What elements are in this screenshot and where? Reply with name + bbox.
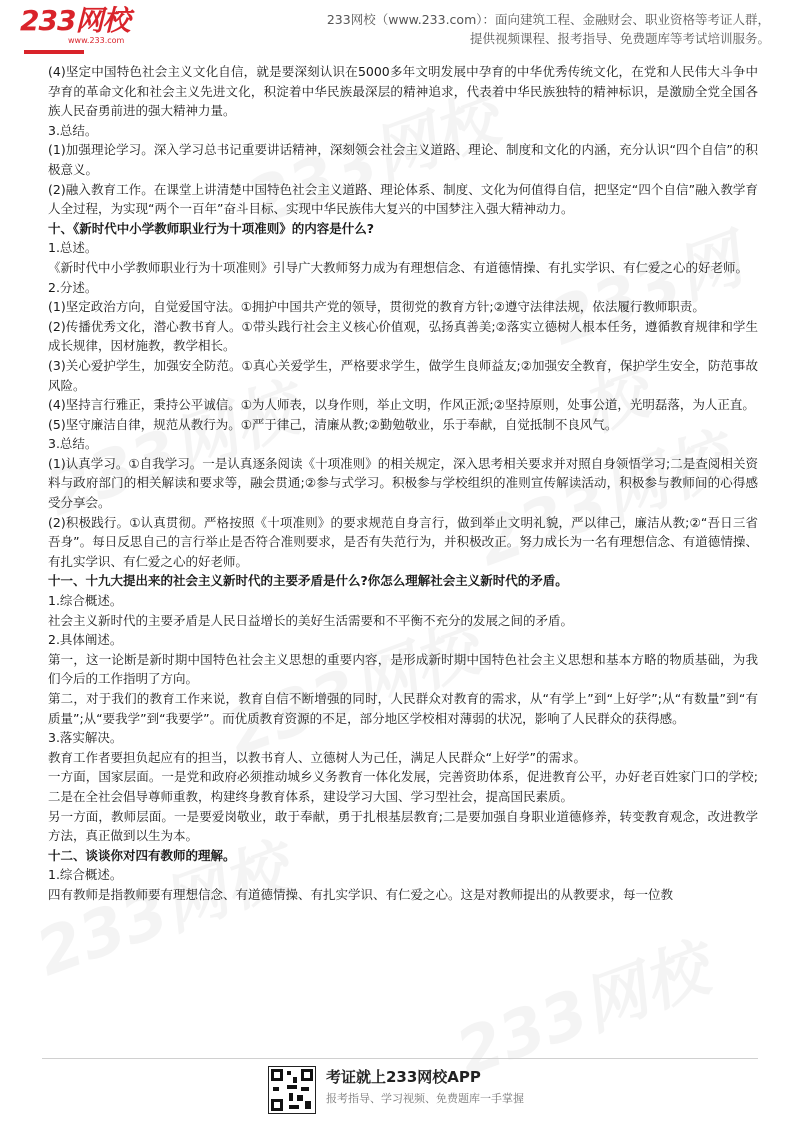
paragraph: (5)坚守廉洁自律，规范从教行为。①严于律己，清廉从教;②勤勉敬业，乐于奉献，自觉抵制不良风气。 [48, 416, 618, 432]
paragraph: 3.总结。 [48, 436, 98, 452]
section-heading: 十二、谈谈你对四有教师的理解。 [48, 847, 236, 863]
paragraph: 《新时代中小学教师职业行为十项准则》引导广大教师努力成为有理想信念、有道德情操、有扎实学识、有仁爱之心的好老师。 [48, 259, 749, 275]
paragraph: 2.分述。 [48, 279, 98, 295]
section-heading: 十一、十九大提出来的社会主义新时代的主要矛盾是什么?你怎么理解社会主义新时代的矛盾。 [48, 573, 568, 589]
logo-text: 233网校 [20, 4, 130, 37]
paragraph: (2)传播优秀文化，潜心教书育人。①带头践行社会主义核心价值观，弘扬真善美;②落实立德树人根本任务，遵循教育规律和学生成长规律，因材施教，教学相长。 [48, 318, 758, 354]
header-line-1: 233网校（www.233.com）：面向建筑工程、金融财会、职业资格等考证人群， [326, 12, 770, 27]
paragraph: 2.具体阐述。 [48, 632, 123, 648]
footer-title: 考证就上233网校APP [326, 1068, 481, 1086]
logo-url: www.233.com [68, 36, 125, 45]
paragraph: 社会主义新时代的主要矛盾是人民日益增长的美好生活需要和不平衡不充分的发展之间的矛盾。 [48, 612, 574, 628]
paragraph: 3.总结。 [48, 122, 98, 138]
paragraph: 1.综合概述。 [48, 593, 123, 609]
paragraph: 第二，对于我们的教育工作来说，教育自信不断增强的同时，人民群众对教育的需求，从“有学上”到“上好学”;从“有数量”到“有质量”;从“要我学”到“我要学”。而优质教育资源的不足，部分地区学校相对薄弱的状况，影响了人民群众的获得感。 [48, 691, 758, 726]
footer-divider [42, 1058, 758, 1059]
paragraph: (1)坚定政治方向，自觉爱国守法。①拥护中国共产党的领导，贯彻党的教育方针;②遵守法律法规，依法履行教师职责。 [48, 299, 705, 315]
page-footer [0, 1052, 800, 1132]
footer-subtitle: 报考指导、学习视频、免费题库一手掌握 [326, 1092, 524, 1105]
paragraph: (1)加强理论学习。深入学习总书记重要讲话精神，深刻领会社会主义道路、理论、制度和文化的内涵，充分认识“四个自信”的积极意义。 [48, 142, 758, 177]
paragraph: 1.综合概述。 [48, 867, 123, 883]
paragraph: 教育工作者要担负起应有的担当，以教书育人、立德树人为己任，满足人民群众“上好学”的需求。 [48, 749, 586, 765]
paragraph: (4)坚持言行雅正，秉持公平诚信。①为人师表，以身作则，举止文明，作风正派;②坚持原则，处事公道，光明磊落，为人正直。 [48, 397, 755, 413]
paragraph: 一方面，国家层面。一是党和政府必须推动城乡义务教育一体化发展，完善资助体系，促进教育公平，办好老百姓家门口的学校;二是在全社会倡导尊师重教，构建终身教育体系，建设学习大国、学习型社会，提高国民素质。 [48, 769, 758, 804]
paragraph: 四有教师是指教师要有理想信念、有道德情操、有扎实学识、有仁爱之心。这是对教师提出的从教要求，每一位教 [48, 886, 674, 902]
qr-code-icon[interactable] [268, 1066, 316, 1114]
paragraph: (4)坚定中国特色社会主义文化自信，就是要深刻认识在5000多年文明发展中孕育的中华优秀传统文化，在党和人民伟大斗争中孕育的革命文化和社会主义先进文化，积淀着中华民族最深层的精神追求，代表着中华民族独特的精神标识，是激励全党全国各族人民奋勇前进的强大精神力量。 [48, 64, 758, 119]
logo-underline [24, 50, 84, 54]
section-heading: 十、《新时代中小学教师职业行为十项准则》的内容是什么? [48, 220, 375, 236]
logo[interactable] [20, 6, 150, 46]
header-description [327, 10, 770, 48]
paragraph: (2)融入教育工作。在课堂上讲清楚中国特色社会主义道路、理论体系、制度、文化为何值得自信，把坚定“四个自信”融入教学育人全过程，为实现“两个一百年”奋斗目标、实现中华民族伟大复兴的中国梦注入强大精神动力。 [48, 181, 758, 217]
header-line-2: 提供视频课程、报考指导、免费题库等考试培训服务。 [469, 31, 770, 46]
paragraph: 3.落实解决。 [48, 730, 123, 746]
paragraph: 第一，这一论断是新时期中国特色社会主义思想的重要内容，是形成新时期中国特色社会主义思想和基本方略的物质基础，为我们今后的工作指明了方向。 [48, 651, 758, 687]
paragraph: 另一方面，教师层面。一是要爱岗敬业，敢于奉献，勇于扎根基层教育;二是要加强自身职业道德修养，转变教育观念，改进教学方法，真正做到以生为本。 [48, 808, 758, 844]
page-header [0, 0, 800, 56]
paragraph: (2)积极践行。①认真贯彻。严格按照《十项准则》的要求规范自身言行，做到举止文明礼貌，严以律己，廉洁从教;②“吾日三省吾身”。每日反思自己的言行举止是否符合准则要求，是否有失范行为，并积极改正。努力成长为一名有理想信念、有道德情操、有扎实学识、有仁爱之心的好老师。 [48, 514, 758, 569]
document-body [48, 62, 758, 905]
paragraph: 1.总述。 [48, 240, 98, 256]
paragraph: (1)认真学习。①自我学习。一是认真逐条阅读《十项准则》的相关规定，深入思考相关要求并对照自身领悟学习;二是查阅相关资料与政府部门的相关解读和要求等，融会贯通;②参与式学习。积极参与学校组织的准则宣传解读活动，积极参与教师间的心得感受分享会。 [48, 455, 758, 511]
paragraph: (3)关心爱护学生，加强安全防范。①真心关爱学生，严格要求学生，做学生良师益友;②加强安全教育，保护学生安全，防范事故风险。 [48, 357, 758, 393]
